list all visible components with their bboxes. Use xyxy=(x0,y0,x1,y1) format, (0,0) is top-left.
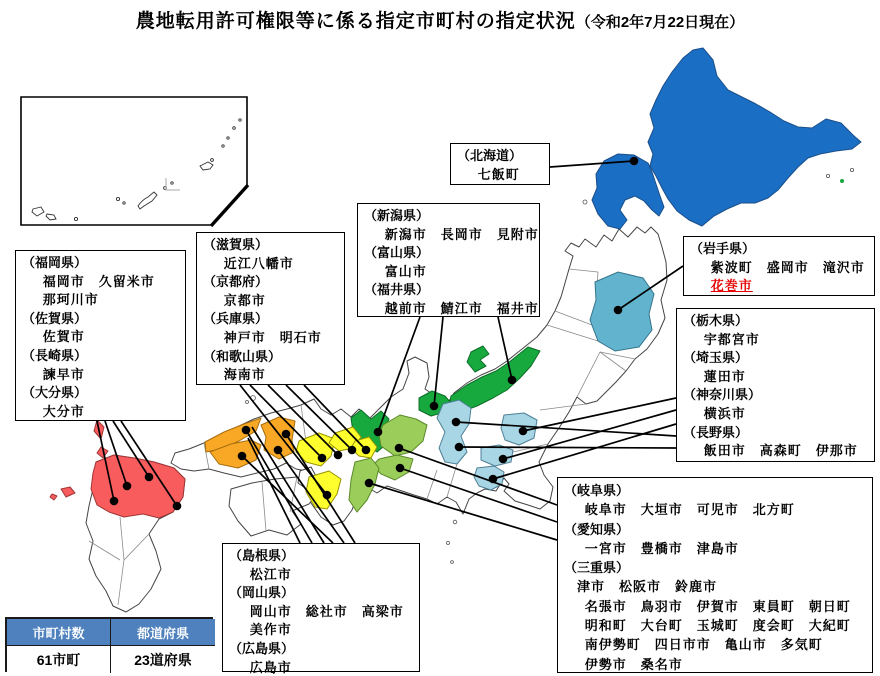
city-label: 明和町 大台町 玉城町 度会町 大紀町 xyxy=(584,618,851,634)
pref-label: （長野県） xyxy=(683,424,749,440)
pref-label: （岐阜県） xyxy=(564,483,630,498)
pref-label: （福井県） xyxy=(364,282,430,298)
iwate-callout-box xyxy=(683,236,875,296)
city-label: 岐阜市 大垣市 可児市 北方町 xyxy=(584,502,795,518)
table-value-municipality-count: 61市町 xyxy=(7,646,111,673)
city-label: 神戸市 明石市 xyxy=(223,329,322,345)
city-label: 蓮田市 xyxy=(703,368,746,384)
pref-label: （神奈川県） xyxy=(683,387,762,403)
city-label: 海南市 xyxy=(223,367,266,383)
goto-islands xyxy=(61,487,75,497)
city-label: 富山市 xyxy=(384,263,427,279)
city-label-highlighted: 花巻市 xyxy=(710,278,753,294)
pref-label: （広島県） xyxy=(229,640,295,656)
north-kyushu xyxy=(91,455,185,518)
pref-label: （岩手県） xyxy=(690,241,756,256)
city-label: 越前市 鯖江市 福井市 xyxy=(384,300,539,316)
shiga-callout-box xyxy=(196,232,345,385)
page-title xyxy=(0,6,880,33)
hokkaido-callout-box xyxy=(450,143,550,185)
city-label: 近江八幡市 xyxy=(223,255,294,271)
pref-label: （滋賀県） xyxy=(203,237,269,252)
hokkaido-region xyxy=(592,48,861,229)
city-label: 岡山市 総社市 高梁市 xyxy=(249,603,404,619)
city-label: 南伊勢町 四日市市 亀山市 多気町 xyxy=(584,637,823,653)
city-label: 諫早市 xyxy=(42,366,85,382)
niigata-callout-box xyxy=(357,203,540,317)
pref-label: （兵庫県） xyxy=(203,311,269,327)
city-label: 津市 松阪市 鈴鹿市 xyxy=(577,579,718,595)
city-label: 一宮市 豊橋市 津島市 xyxy=(584,540,739,556)
pref-label: （長崎県） xyxy=(22,347,88,363)
gifu-callout-box xyxy=(557,477,873,673)
pref-label: （三重県） xyxy=(564,560,630,576)
city-label: 松江市 xyxy=(249,566,292,582)
summary-table xyxy=(5,617,213,672)
pref-label: （大分県） xyxy=(22,385,88,401)
pref-label: （埼玉県） xyxy=(683,350,749,366)
city-label: 京都市 xyxy=(223,292,266,308)
title-main-text: 農地転用許可権限等に係る指定市町村の指定状況 xyxy=(135,11,576,32)
city-label: 宇都宮市 xyxy=(703,331,760,347)
city-label: 横浜市 xyxy=(703,405,746,421)
hokkaido-main xyxy=(648,48,861,226)
city-label: 広島市 xyxy=(249,659,292,675)
pref-label: （島根県） xyxy=(229,548,295,563)
pref-label: （福岡県） xyxy=(22,255,88,270)
table-value-prefecture-count: 23道府県 xyxy=(111,646,215,673)
pref-label: （岡山県） xyxy=(229,585,295,601)
sado-island xyxy=(467,346,489,372)
pref-label: （富山県） xyxy=(364,245,430,261)
pref-label: （和歌山県） xyxy=(203,348,282,364)
shimane-callout-box xyxy=(222,543,420,675)
ne-islet xyxy=(840,179,844,183)
city-label: 紫波町 盛岡市 滝沢市 xyxy=(710,259,865,275)
city-label: 大分市 xyxy=(42,403,85,419)
pref-label: （佐賀県） xyxy=(22,310,88,326)
pref-label: （愛知県） xyxy=(564,521,630,537)
city-label: 佐賀市 xyxy=(42,329,85,345)
pref-label: （京都府） xyxy=(203,274,269,290)
city-label: 飯田市 高森町 伊那市 xyxy=(703,443,858,459)
city-label: 名張市 鳥羽市 伊賀市 東員町 朝日町 xyxy=(584,598,851,614)
city-label: 那珂川市 xyxy=(42,292,99,308)
city-label: 美作市 xyxy=(249,622,292,638)
pref-label: （北海道） xyxy=(457,148,523,163)
table-header-prefecture-count: 都道府県 xyxy=(111,619,215,646)
pref-label: （栃木県） xyxy=(683,313,749,328)
okinawa-inset xyxy=(21,97,248,226)
pref-label: （新潟県） xyxy=(364,208,430,223)
goto-islet xyxy=(50,494,57,500)
tochigi-callout-box xyxy=(676,308,875,462)
city-label: 伊勢市 桑名市 xyxy=(584,656,683,672)
city-label: 福岡市 久留米市 xyxy=(42,273,155,289)
title-date-note: （令和2年7月22日現在） xyxy=(575,14,745,31)
city-label: 新潟市 長岡市 見附市 xyxy=(384,226,539,242)
city-label: 七飯町 xyxy=(477,166,520,182)
fukuoka-callout-box xyxy=(15,250,186,421)
table-header-municipality-count: 市町村数 xyxy=(7,619,111,646)
